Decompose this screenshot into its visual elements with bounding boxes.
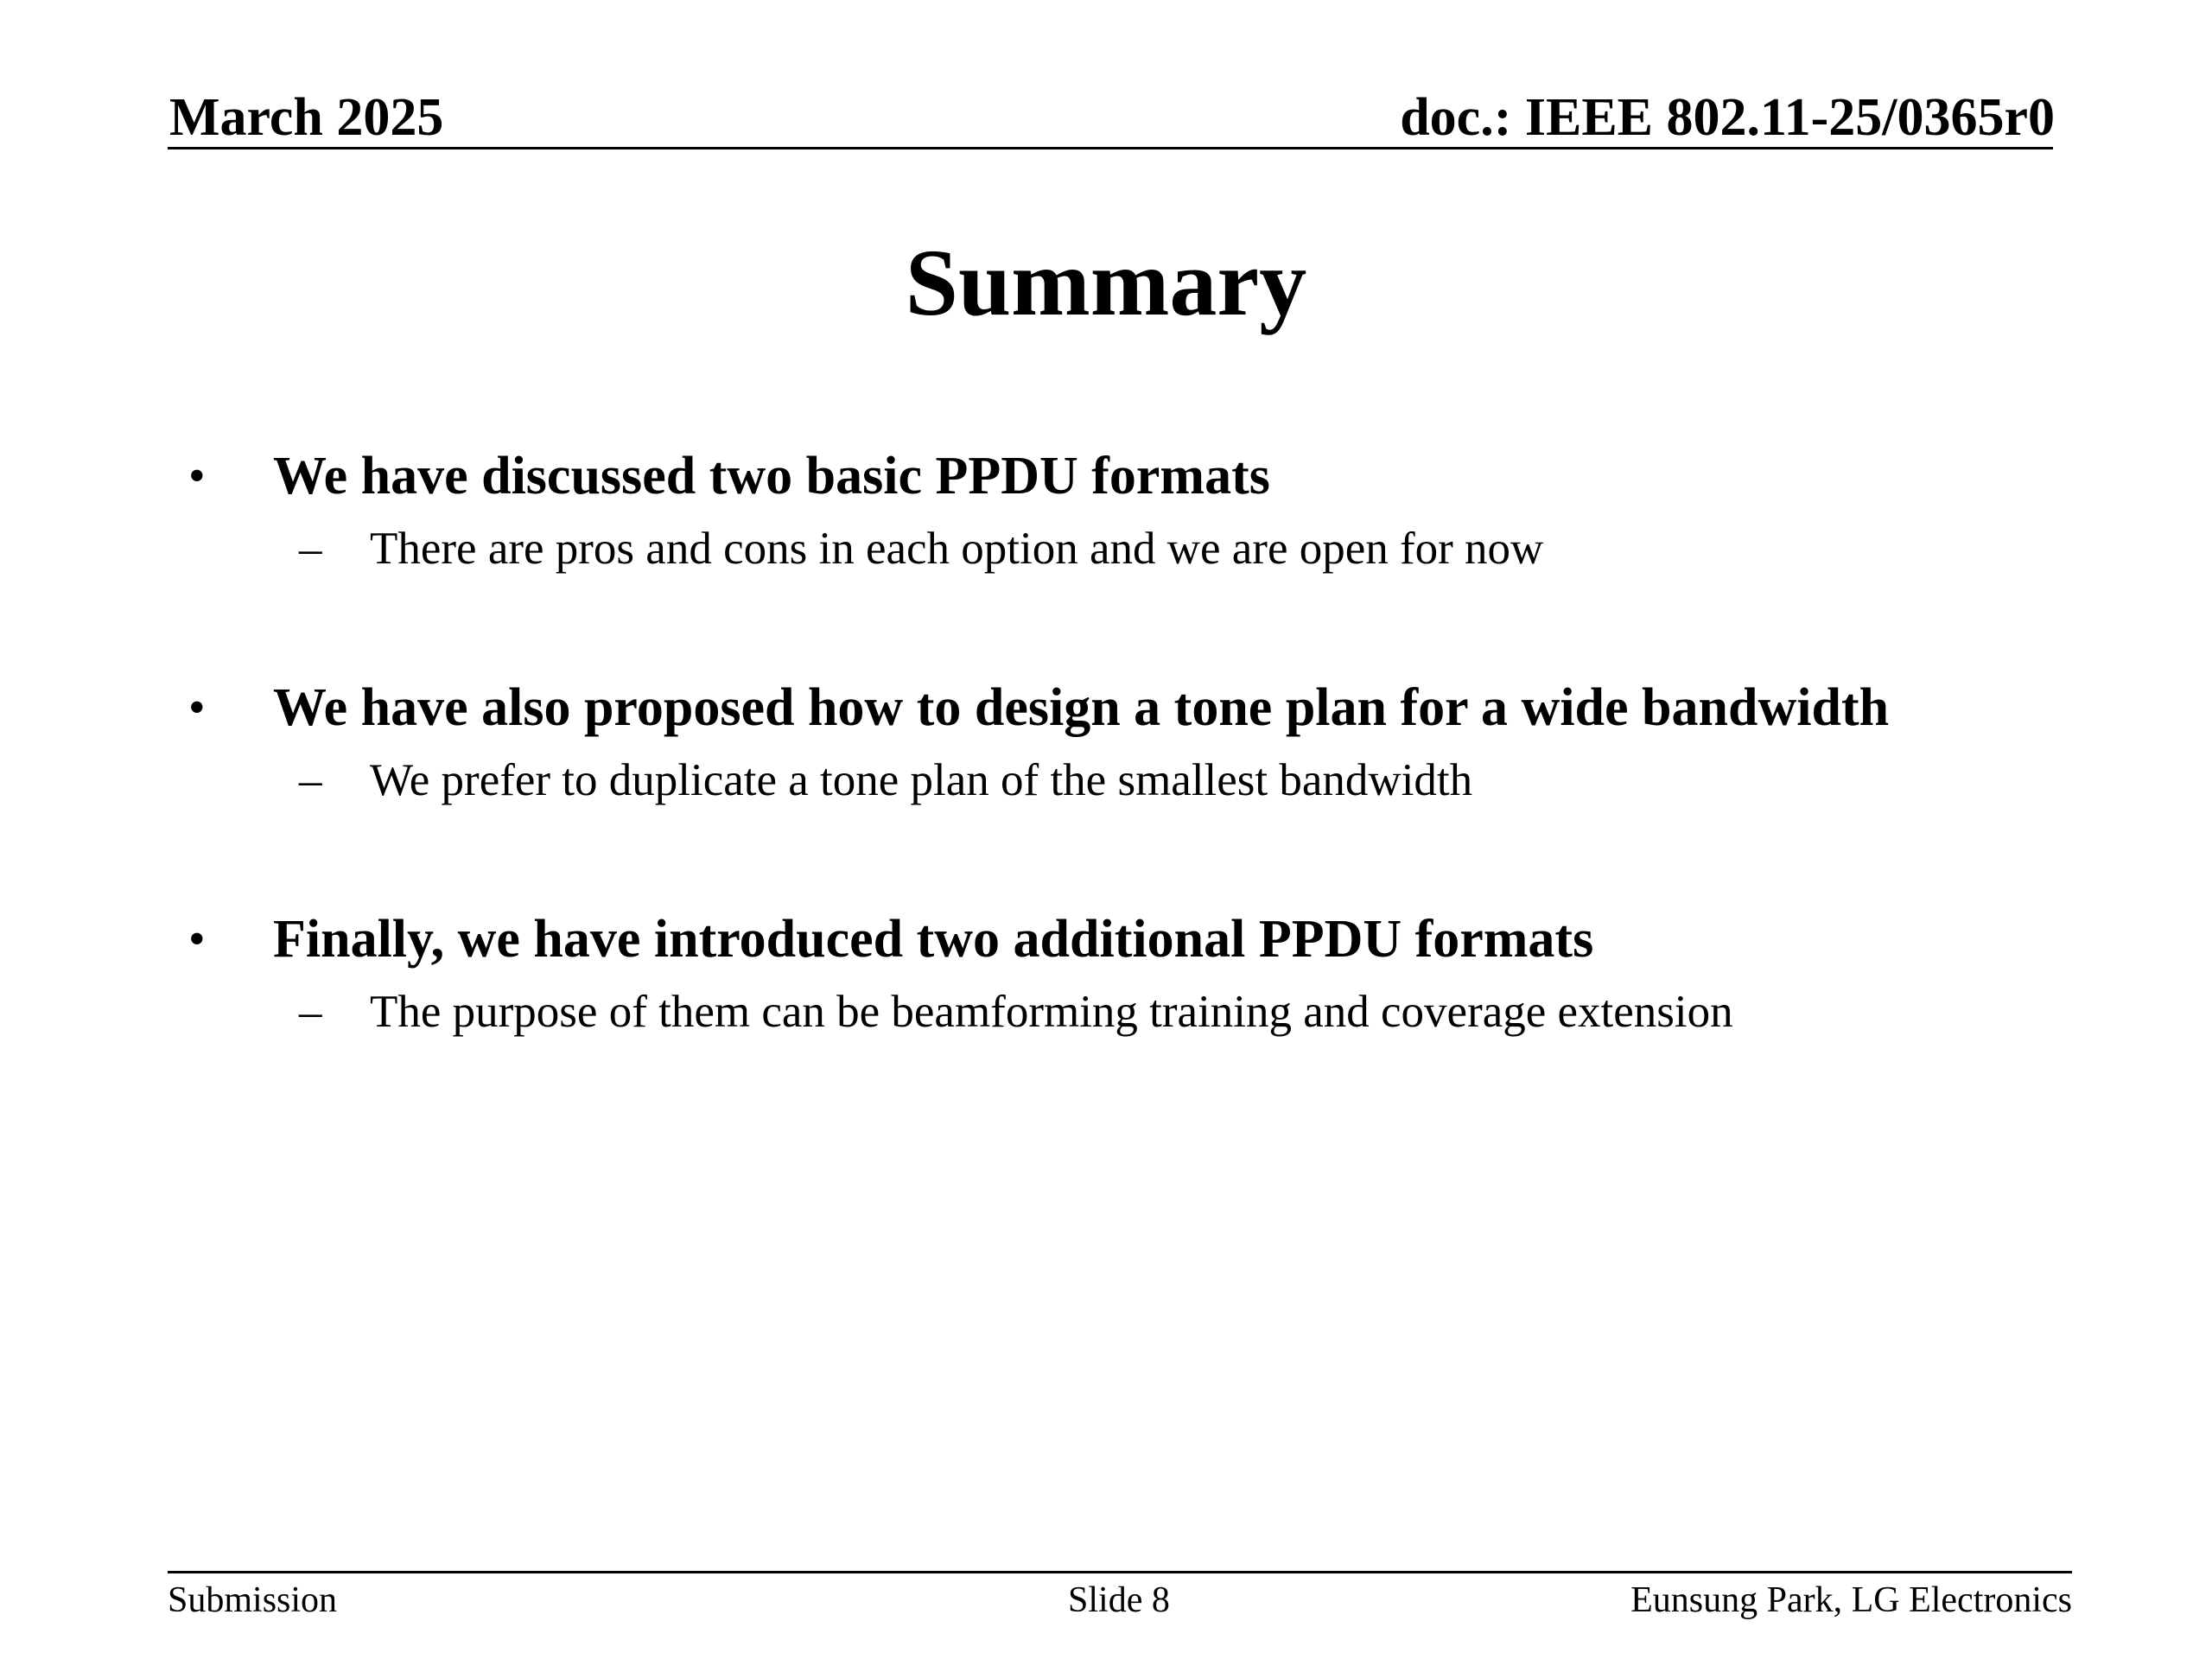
sub-bullet-marker: – — [299, 987, 322, 1037]
bullet-text: Finally, we have introduced two additional PPDU formats — [273, 910, 1594, 969]
footer-slide-number: Slide 8 — [1068, 1580, 1170, 1620]
slide-title: Summary — [905, 230, 1307, 335]
bullet-marker: • — [188, 449, 206, 503]
sub-bullet-text: We prefer to duplicate a tone plan of the smallest bandwidth — [370, 755, 1473, 805]
footer-submission: Submission — [168, 1580, 338, 1620]
bullet-marker: • — [188, 912, 206, 966]
bullet-text: We have discussed two basic PPDU formats — [273, 447, 1270, 505]
sub-bullet-marker: – — [299, 755, 322, 805]
header-date: March 2025 — [169, 88, 444, 147]
bullet-marker: • — [188, 681, 206, 734]
sub-bullet-marker: – — [299, 524, 322, 574]
footer-author: Eunsung Park, LG Electronics — [1630, 1580, 2072, 1620]
header-doc-id: doc.: IEEE 802.11-25/0365r0 — [1400, 88, 2055, 147]
sub-bullet-text: The purpose of them can be beamforming training and coverage extension — [370, 987, 1733, 1037]
sub-bullet-text: There are pros and cons in each option and we are open for now — [370, 524, 1544, 574]
bullet-text: We have also proposed how to design a tone plan for a wide bandwidth — [273, 678, 1890, 737]
footer-divider — [168, 1571, 2072, 1573]
